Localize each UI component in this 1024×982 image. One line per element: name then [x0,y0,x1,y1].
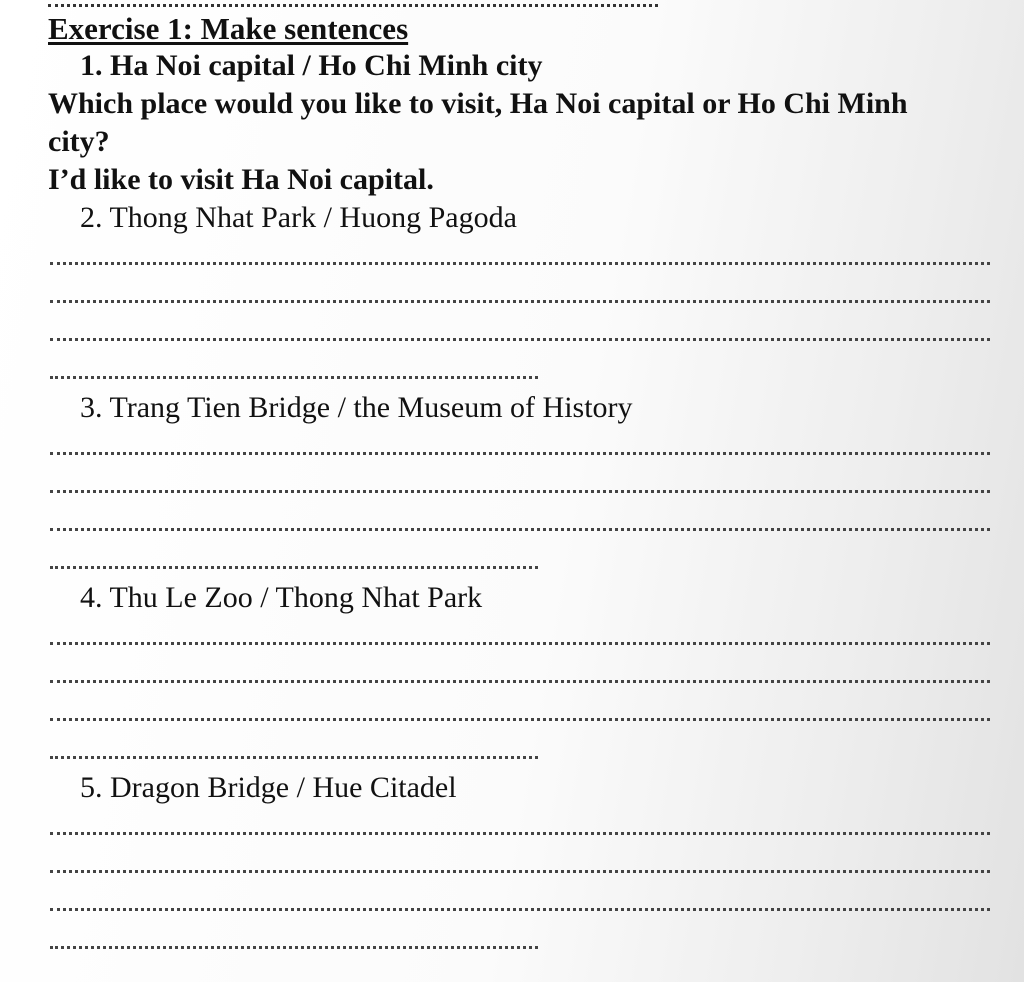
exercise-item-5: 5. Dragon Bridge / Hue Citadel [80,771,457,804]
example-question-line1: Which place would you like to visit, Ha Noi capital or Ho Chi Minh [48,87,908,120]
answer-line[interactable] [50,262,990,265]
answer-line[interactable] [50,680,990,683]
answer-line[interactable] [50,338,990,341]
answer-line[interactable] [50,376,538,379]
example-item: 1. Ha Noi capital / Ho Chi Minh city [80,49,543,82]
exercise-item-2: 2. Thong Nhat Park / Huong Pagoda [80,201,517,234]
example-question-line2: city? [48,125,110,158]
answer-line[interactable] [50,452,990,455]
answer-line[interactable] [50,490,990,493]
answer-line[interactable] [50,718,990,721]
answer-line[interactable] [50,300,990,303]
answer-line[interactable] [50,566,538,569]
answer-line[interactable] [50,528,990,531]
answer-line[interactable] [50,756,538,759]
answer-line[interactable] [50,946,538,949]
answer-line[interactable] [50,908,990,911]
answer-line[interactable] [50,642,990,645]
exercise-item-4: 4. Thu Le Zoo / Thong Nhat Park [80,581,483,614]
example-answer: I’d like to visit Ha Noi capital. [48,163,434,196]
exercise-item-3: 3. Trang Tien Bridge / the Museum of History [80,391,633,424]
answer-line[interactable] [50,832,990,835]
top-dotted-line [48,0,658,7]
exercise-title: Exercise 1: Make sentences [48,11,409,46]
answer-line[interactable] [50,870,990,873]
